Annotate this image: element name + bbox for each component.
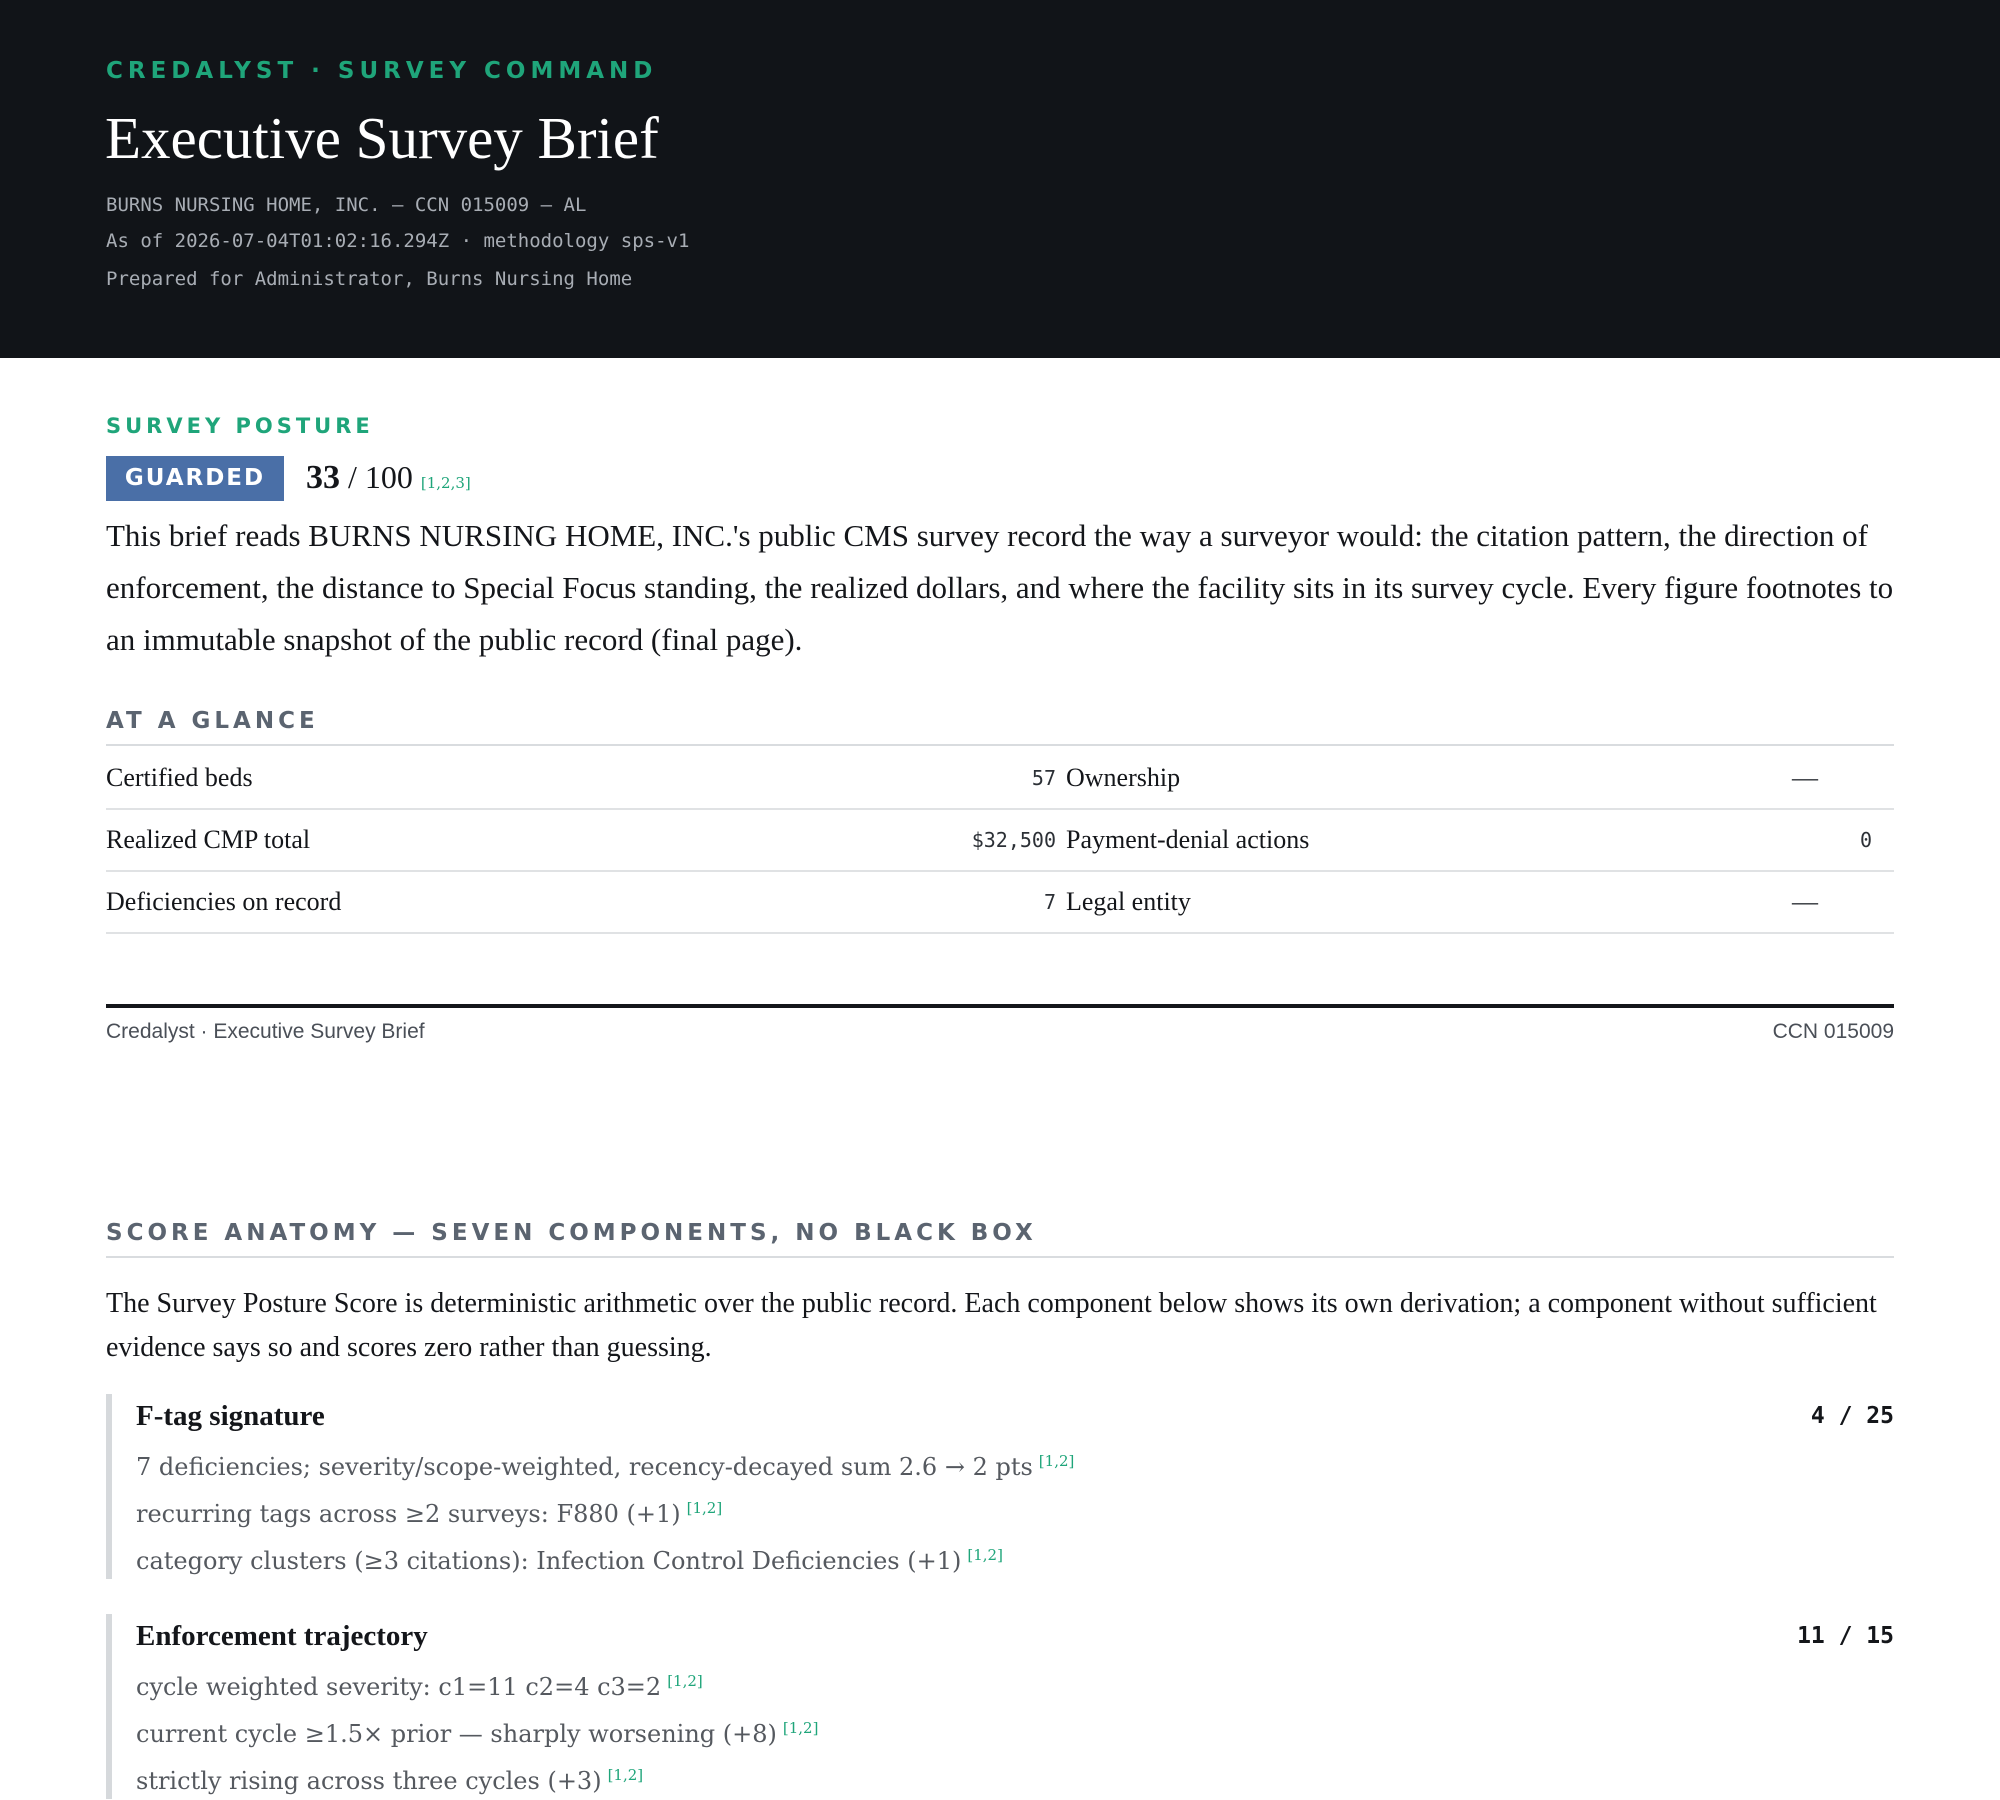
glance-label: Realized CMP total	[106, 825, 311, 854]
glance-label: Deficiencies on record	[106, 887, 342, 916]
report-header	[0, 0, 2000, 358]
score-max: 100	[364, 459, 413, 495]
component-detail-line: 7 deficiencies; severity/scope-weighted, recency-decayed sum 2.6 → 2 pts [1,2]	[136, 1452, 1075, 1481]
score-component-ftag	[106, 1394, 1894, 1579]
glance-label: Payment-denial actions	[1066, 825, 1310, 854]
glance-label: Legal entity	[1066, 887, 1191, 916]
footnote-ref[interactable]: [1,2]	[782, 1719, 819, 1737]
posture-score-row	[106, 455, 471, 501]
component-score: 4 / 25	[1810, 1403, 1894, 1429]
posture-lead-paragraph: This brief reads BURNS NURSING HOME, INC.'s public CMS survey record the way a surveyor would: the citation pattern, the direction of enforcement, the distance to Special Focus standing, the realized dollars, and where the facility sits in its survey cycle. Every figure footnotes to an immutable snapshot of the public record (final page).	[106, 518, 1894, 657]
component-detail-line: current cycle ≥1.5× prior — sharply worsening (+8) [1,2]	[136, 1719, 819, 1748]
glance-value: 7	[1043, 890, 1056, 914]
page-footer-rule	[106, 1004, 1894, 1008]
survey-posture-kicker: SURVEY POSTURE	[106, 414, 374, 438]
glance-cell	[106, 763, 1066, 793]
page-footer-right: CCN 015009	[1772, 1020, 1894, 1043]
glance-value: —	[1792, 763, 1818, 792]
glance-label: Ownership	[1066, 763, 1181, 792]
glance-cell	[1066, 763, 1894, 793]
glance-cell	[1066, 825, 1894, 855]
page-footer-left: Credalyst · Executive Survey Brief	[106, 1020, 425, 1043]
footnote-ref[interactable]: [1,2]	[967, 1546, 1003, 1564]
glance-value: $32,500	[971, 828, 1056, 852]
glance-row	[106, 810, 1894, 872]
glance-label: Certified beds	[106, 763, 253, 792]
glance-value: —	[1792, 887, 1818, 916]
at-a-glance-heading: AT A GLANCE	[106, 708, 1894, 746]
page-title: Executive Survey Brief	[105, 105, 659, 171]
footnote-ref[interactable]: [1,2]	[667, 1672, 703, 1690]
component-detail-line: strictly rising across three cycles (+3) [1,2]	[136, 1766, 644, 1795]
score-value: 33	[306, 459, 340, 496]
prepared-for-line: Prepared for Administrator, Burns Nursing Home	[106, 268, 633, 290]
glance-value: 0	[1859, 828, 1872, 852]
facility-line: BURNS NURSING HOME, INC. — CCN 015009 — AL	[106, 194, 587, 216]
at-a-glance-table	[106, 748, 1894, 934]
footnote-ref[interactable]: [1,2]	[686, 1499, 723, 1517]
posture-score	[306, 459, 471, 497]
score-separator: /	[348, 459, 357, 495]
footnote-ref[interactable]: [1,2]	[1038, 1452, 1075, 1470]
component-score: 11 / 15	[1797, 1623, 1894, 1649]
component-detail-line: recurring tags across ≥2 surveys: F880 (+1) [1,2]	[136, 1499, 723, 1528]
glance-row	[106, 748, 1894, 810]
glance-cell	[106, 825, 1066, 855]
score-anatomy-heading: SCORE ANATOMY — SEVEN COMPONENTS, NO BLACK BOX	[106, 1220, 1894, 1258]
as-of-line: As of 2026-07-04T01:02:16.294Z · methodology sps-v1	[106, 230, 690, 252]
posture-badge: GUARDED	[106, 456, 284, 501]
component-title: F-tag signature	[136, 1400, 325, 1432]
glance-cell	[1066, 887, 1894, 917]
glance-cell	[106, 887, 1066, 917]
component-detail-line: cycle weighted severity: c1=11 c2=4 c3=2 [1,2]	[136, 1672, 703, 1701]
glance-value: 57	[1031, 766, 1056, 790]
component-detail-line: category clusters (≥3 citations): Infection Control Deficiencies (+1) [1,2]	[136, 1546, 1003, 1575]
score-component-enforcement	[106, 1614, 1894, 1799]
brand-kicker: CREDALYST · SURVEY COMMAND	[106, 58, 658, 84]
score-footnote[interactable]: [1,2,3]	[420, 474, 471, 492]
component-title: Enforcement trajectory	[136, 1620, 428, 1652]
glance-row	[106, 872, 1894, 934]
score-anatomy-intro: The Survey Posture Score is deterministic arithmetic over the public record. Each component below shows its own derivation; a component without sufficient evidence says so and scores zero rather than guessing.	[106, 1288, 1877, 1363]
footnote-ref[interactable]: [1,2]	[607, 1766, 644, 1784]
